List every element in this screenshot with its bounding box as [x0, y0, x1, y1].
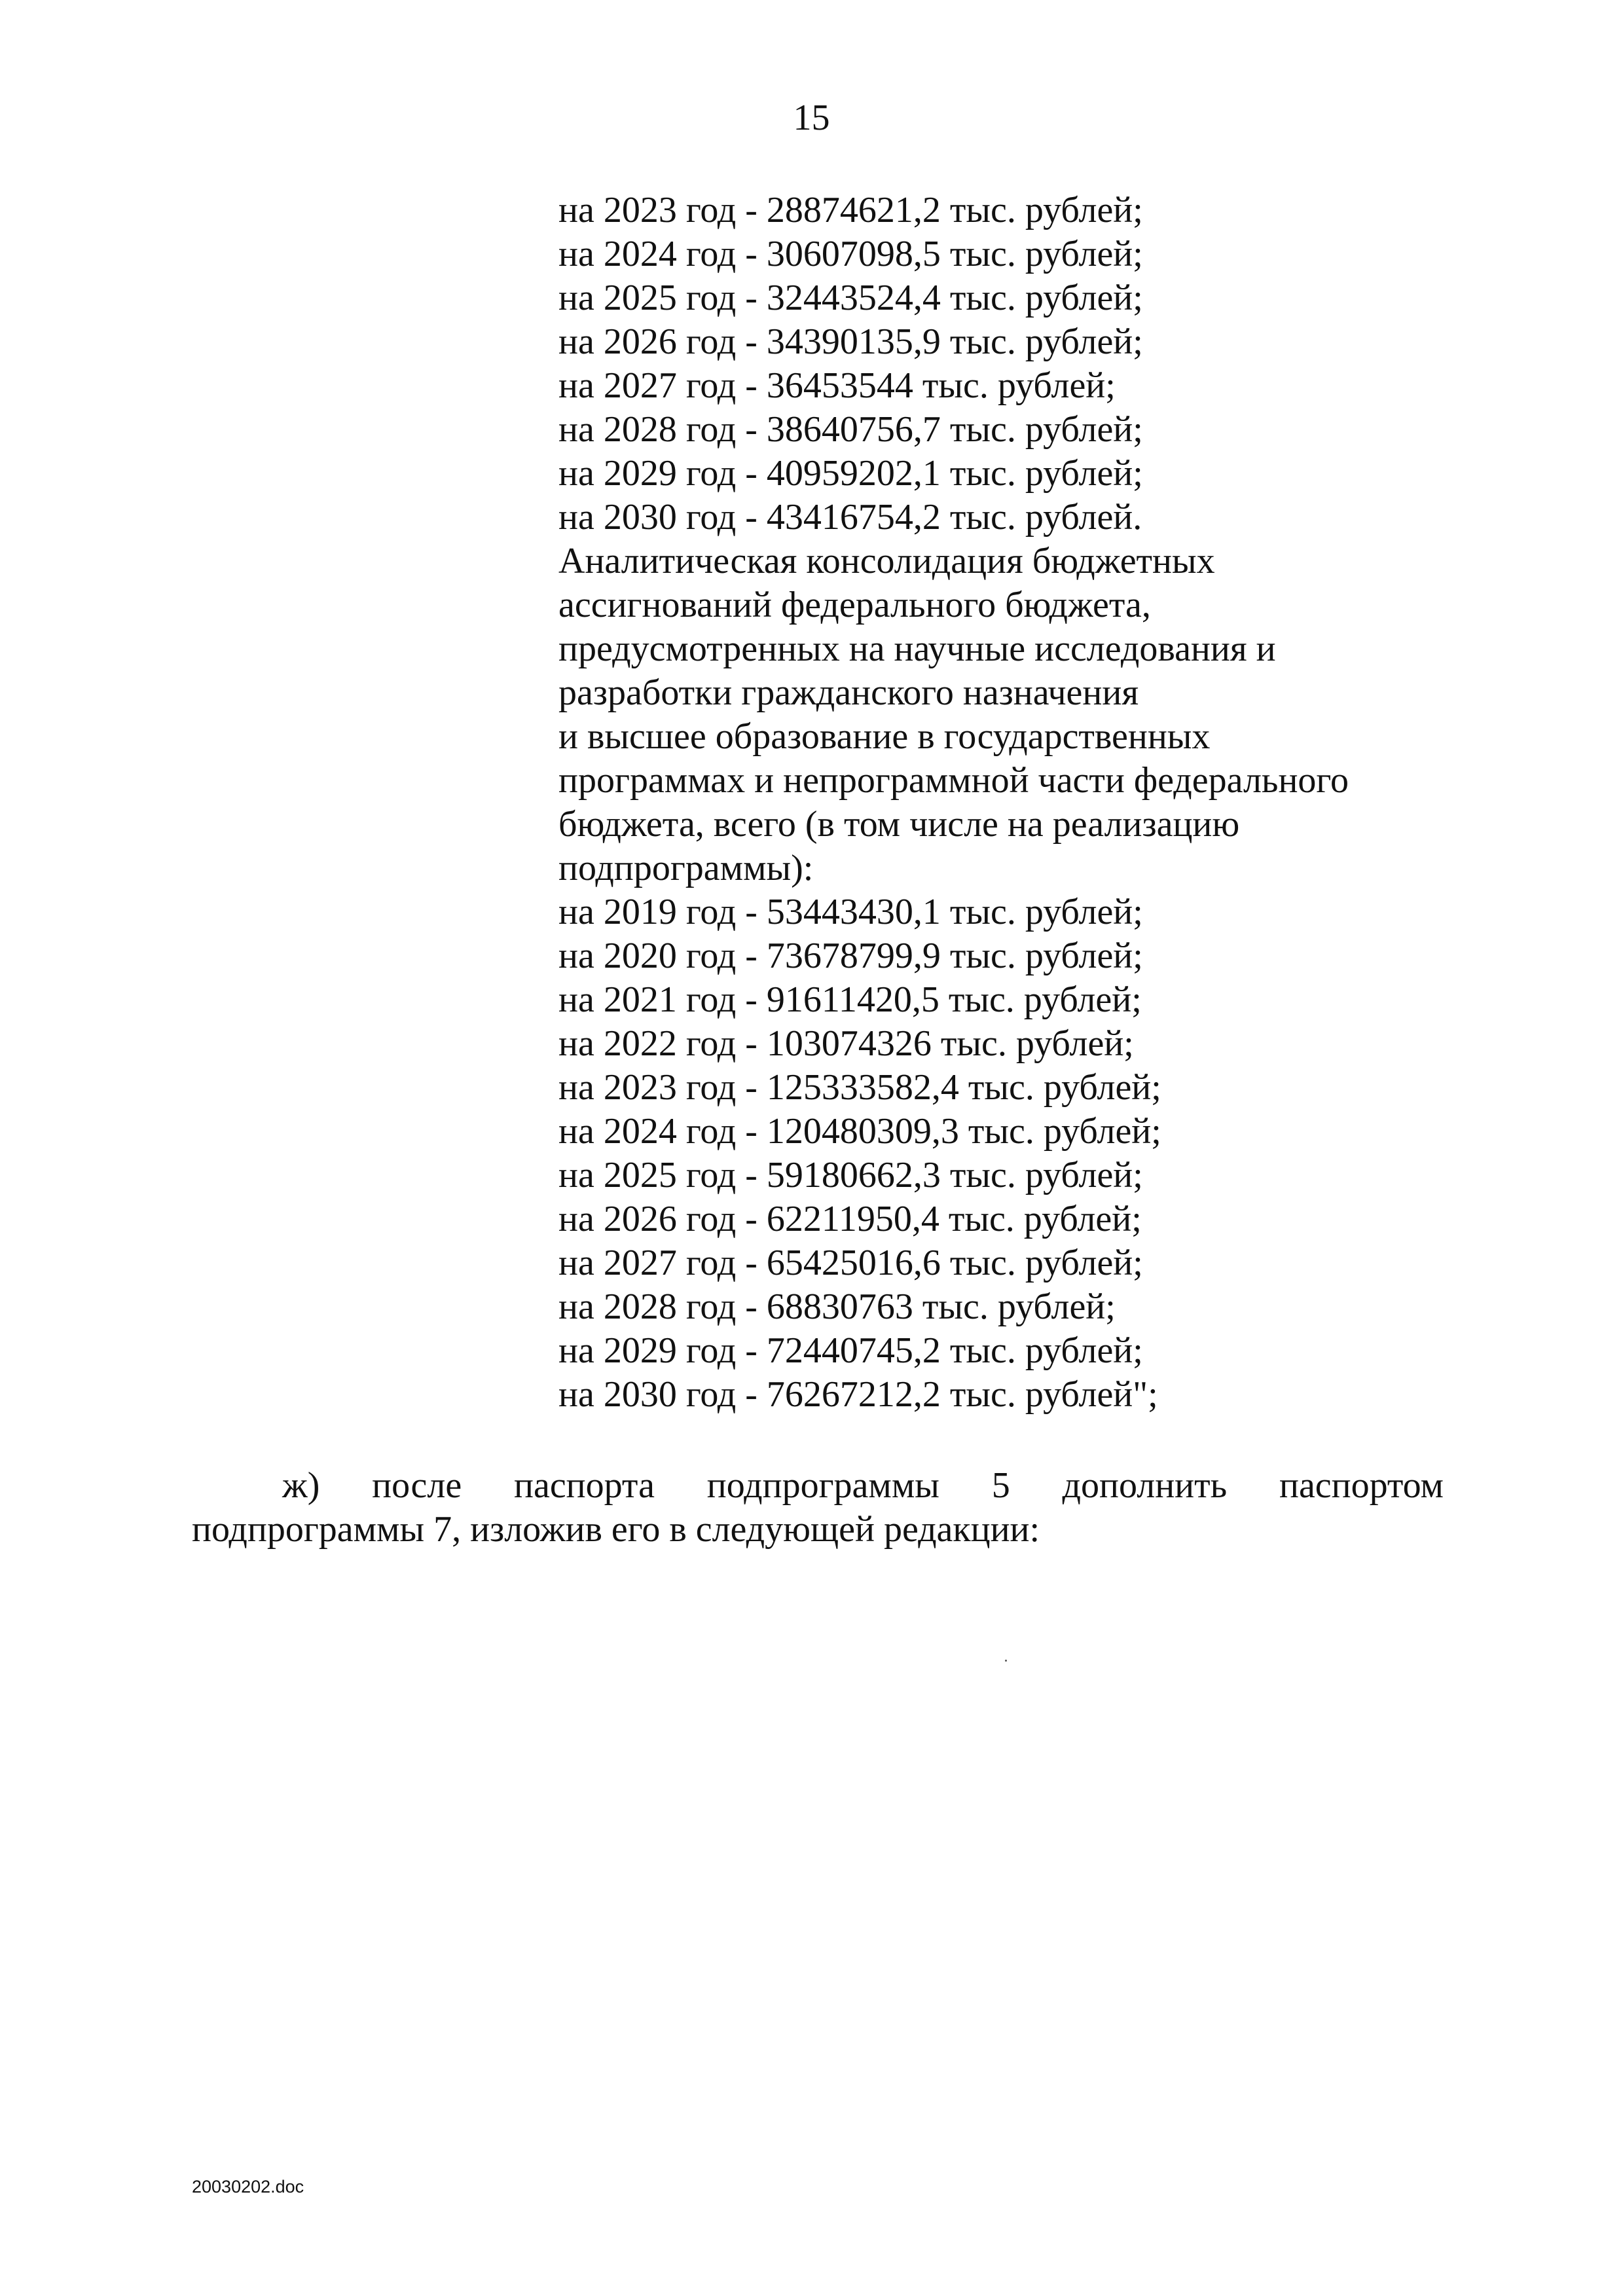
funding-line: на 2030 год - 76267212,2 тыс. рублей"; [558, 1374, 1158, 1415]
consolidation-text-line: ассигнований федерального бюджета, [558, 585, 1151, 625]
scan-speck [1005, 1660, 1007, 1662]
consolidation-text-line: Аналитическая консолидация бюджетных [558, 541, 1215, 581]
funding-line: на 2025 год - 32443524,4 тыс. рублей; [558, 278, 1143, 318]
funding-line: на 2024 год - 120480309,3 тыс. рублей; [558, 1111, 1161, 1152]
consolidation-text-line: и высшее образование в государственных [558, 716, 1211, 757]
funding-line: на 2019 год - 53443430,1 тыс. рублей; [558, 892, 1143, 932]
funding-line: на 2026 год - 62211950,4 тыс. рублей; [558, 1199, 1142, 1239]
amendment-line-1: ж) после паспорта подпрограммы 5 дополнить паспортом [282, 1465, 1444, 1506]
funding-line: на 2029 год - 72440745,2 тыс. рублей; [558, 1330, 1143, 1371]
funding-line: на 2020 год - 73678799,9 тыс. рублей; [558, 936, 1143, 976]
funding-line: на 2027 год - 65425016,6 тыс. рублей; [558, 1243, 1143, 1283]
funding-line: на 2028 год - 38640756,7 тыс. рублей; [558, 409, 1143, 450]
amendment-paragraph [192, 1464, 1444, 1552]
funding-line: на 2023 год - 125333582,4 тыс. рублей; [558, 1067, 1161, 1108]
funding-line: на 2024 год - 30607098,5 тыс. рублей; [558, 234, 1143, 274]
funding-line: на 2025 год - 59180662,3 тыс. рублей; [558, 1155, 1143, 1195]
consolidation-text-line: предусмотренных на научные исследования и [558, 629, 1276, 669]
funding-line: на 2023 год - 28874621,2 тыс. рублей; [558, 190, 1143, 230]
footer-filename: 20030202.doc [192, 2177, 304, 2196]
funding-line: на 2028 год - 68830763 тыс. рублей; [558, 1286, 1116, 1327]
amendment-line-2: подпрограммы 7, изложив его в следующей редакции: [192, 1509, 1040, 1550]
consolidation-text-line: разработки гражданского назначения [558, 672, 1139, 713]
funding-line: на 2022 год - 103074326 тыс. рублей; [558, 1023, 1134, 1064]
funding-line: на 2027 год - 36453544 тыс. рублей; [558, 365, 1116, 406]
funding-line: на 2030 год - 43416754,2 тыс. рублей. [558, 497, 1142, 538]
funding-line: на 2029 год - 40959202,1 тыс. рублей; [558, 453, 1143, 494]
consolidation-text-line: бюджета, всего (в том числе на реализацию [558, 804, 1240, 845]
funding-list [558, 189, 1475, 1417]
funding-line: на 2021 год - 91611420,5 тыс. рублей; [558, 979, 1142, 1020]
page-number: 15 [793, 98, 830, 138]
funding-line: на 2026 год - 34390135,9 тыс. рублей; [558, 321, 1143, 362]
consolidation-text-line: подпрограммы): [558, 848, 814, 888]
consolidation-text-line: программах и непрограммной части федерального [558, 760, 1349, 801]
